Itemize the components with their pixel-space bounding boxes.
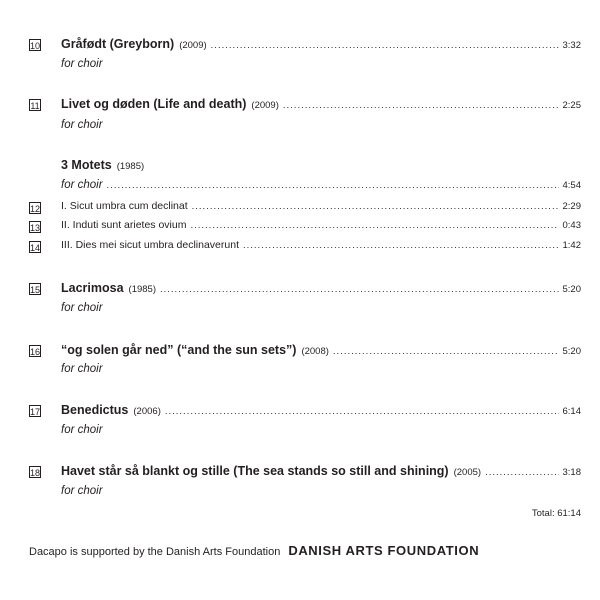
track-number: 16 — [30, 347, 41, 357]
dot-leader — [243, 240, 559, 251]
track-row — [61, 97, 581, 111]
movement-row — [61, 200, 581, 212]
track-subtitle: for choir — [61, 119, 103, 131]
track-duration: 5:20 — [562, 284, 581, 295]
track-title: “og solen går ned” (“and the sun sets”) — [61, 343, 297, 357]
dot-leader — [165, 406, 559, 417]
track-year: (2008) — [301, 346, 329, 357]
brand-logo-text: DANISH ARTS FOUNDATION — [288, 543, 480, 558]
track-row — [61, 403, 581, 417]
group-year: (1985) — [116, 161, 145, 172]
track-subtitle: for choir — [61, 424, 103, 436]
track-number: 12 — [30, 204, 41, 214]
track-duration: 6:14 — [562, 406, 581, 417]
group-title: 3 Motets — [61, 158, 112, 172]
track-number: 17 — [30, 407, 41, 417]
track-duration: 3:18 — [562, 467, 581, 478]
track-title: Lacrimosa — [61, 281, 124, 295]
track-number: 11 — [30, 101, 40, 111]
dot-leader — [160, 284, 559, 295]
track-number: 13 — [30, 223, 41, 233]
track-title: Havet står så blankt og stille (The sea stands so still and shining) — [61, 464, 449, 478]
footer-text: Dacapo is supported by the Danish Arts Foundation — [29, 546, 281, 558]
track-title: Livet og døden (Life and death) — [61, 97, 247, 111]
total-duration: Total: 61:14 — [531, 508, 581, 519]
track-year: (2006) — [133, 406, 161, 417]
group-subtitle-row — [61, 179, 581, 191]
group-duration: 4:54 — [562, 180, 581, 191]
track-row — [61, 343, 581, 357]
dot-leader — [190, 220, 558, 231]
dot-leader — [192, 201, 559, 212]
track-subtitle: for choir — [61, 302, 103, 314]
track-row — [61, 464, 581, 478]
track-duration: 3:32 — [562, 40, 581, 51]
movement-duration: 0:43 — [562, 220, 581, 231]
group-title-row — [61, 158, 581, 172]
movement-title: II. Induti sunt arietes ovium — [61, 219, 187, 231]
movement-duration: 2:29 — [562, 201, 581, 212]
footer — [29, 543, 479, 558]
track-title: Gråfødt (Greyborn) — [61, 37, 175, 51]
dot-leader — [107, 180, 559, 191]
track-subtitle: for choir — [61, 363, 103, 375]
track-number: 15 — [30, 285, 41, 295]
track-year: (2009) — [251, 100, 279, 111]
movement-row — [61, 219, 581, 231]
track-duration: 5:20 — [562, 346, 581, 357]
dot-leader — [283, 100, 559, 111]
track-subtitle: for choir — [61, 58, 103, 70]
dot-leader — [485, 467, 558, 478]
dot-leader — [211, 40, 559, 51]
dot-leader — [333, 346, 559, 357]
track-year: (2005) — [453, 467, 482, 478]
track-number: 10 — [30, 41, 41, 51]
track-row — [61, 281, 581, 295]
track-row — [61, 37, 581, 51]
track-year: (2009) — [179, 40, 207, 51]
movement-title: I. Sicut umbra cum declinat — [61, 200, 188, 212]
movement-title: III. Dies mei sicut umbra declinaverunt — [61, 239, 239, 251]
track-number: 14 — [30, 243, 41, 253]
track-number: 18 — [30, 468, 41, 478]
track-subtitle: for choir — [61, 485, 103, 497]
track-duration: 2:25 — [562, 100, 581, 111]
group-subtitle: for choir — [61, 179, 103, 191]
track-year: (1985) — [128, 284, 156, 295]
movement-row — [61, 239, 581, 251]
movement-duration: 1:42 — [562, 240, 581, 251]
track-title: Benedictus — [61, 403, 129, 417]
